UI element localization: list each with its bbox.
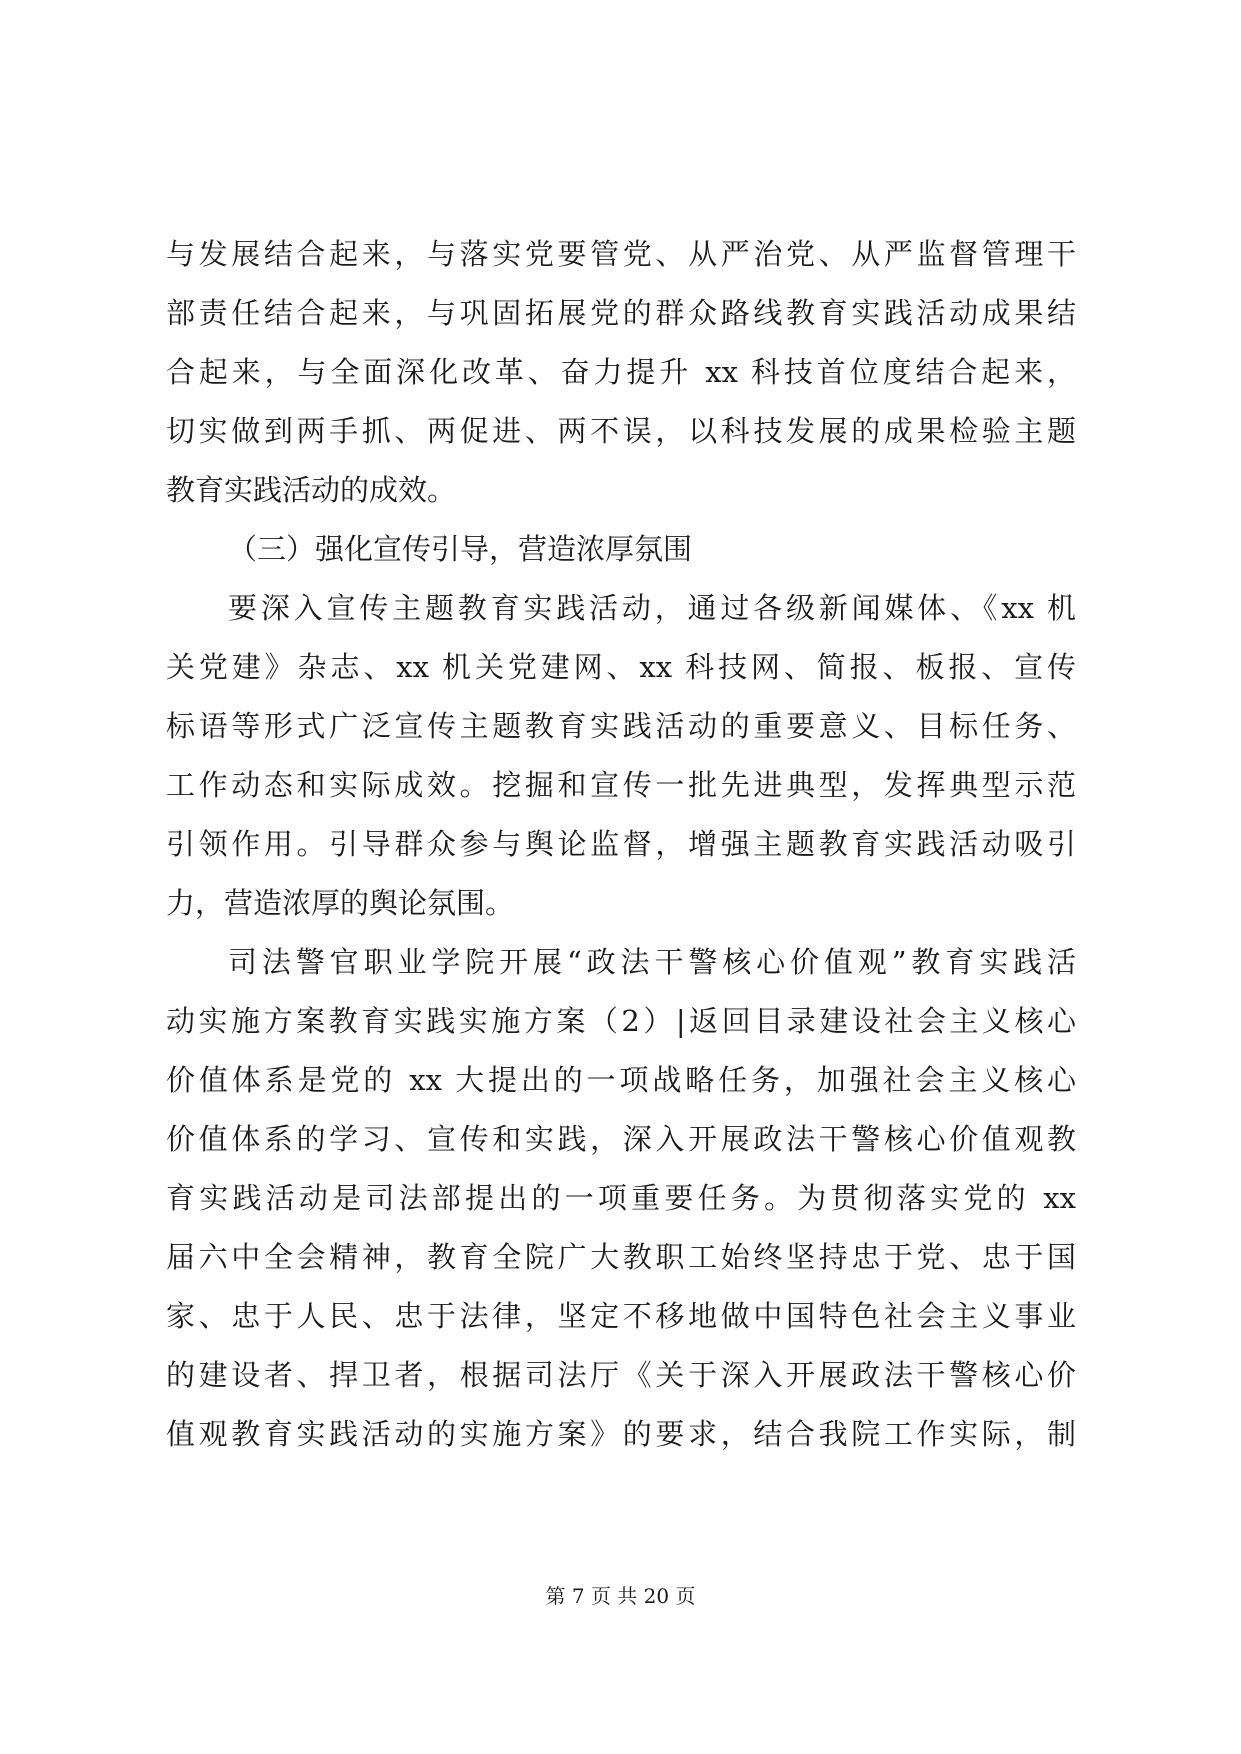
paragraph-line: 工作动态和实际成效。挖掘和宣传一批先进典型，发挥典型示范 — [166, 768, 1076, 802]
paragraph-line: 值观教育实践活动的实施方案》的要求，结合我院工作实际，制 — [166, 1417, 1076, 1451]
paragraph-line: 价值体系是党的 xx 大提出的一项战略任务，加强社会主义核心 — [166, 1063, 1076, 1097]
document-body — [166, 225, 1076, 1464]
paragraph-line: 价值体系的学习、宣传和实践，深入开展政法干警核心价值观教 — [166, 1122, 1076, 1156]
paragraph-line: 关党建》杂志、xx 机关党建网、xx 科技网、简报、板报、宣传 — [166, 650, 1076, 684]
paragraph-line: 育实践活动是司法部提出的一项重要任务。为贯彻落实党的 xx — [166, 1181, 1076, 1215]
paragraph-line: 切实做到两手抓、两促进、两不误，以科技发展的成果检验主题 — [166, 414, 1076, 448]
paragraph-line: 届六中全会精神，教育全院广大教职工始终坚持忠于党、忠于国 — [166, 1240, 1076, 1274]
paragraph-line: 司法警官职业学院开展“政法干警核心价值观”教育实践活 — [228, 945, 1076, 979]
paragraph-line: 引领作用。引导群众参与舆论监督，增强主题教育实践活动吸引 — [166, 827, 1076, 861]
paragraph-line: 的建设者、捍卫者，根据司法厅《关于深入开展政法干警核心价 — [166, 1358, 1076, 1392]
paragraph-line: 动实施方案教育实践实施方案（2）|返回目录建设社会主义核心 — [166, 1004, 1076, 1038]
paragraph-line: 要深入宣传主题教育实践活动，通过各级新闻媒体、《xx 机 — [228, 591, 1076, 625]
paragraph-line: 与发展结合起来，与落实党要管党、从严治党、从严监督管理干 — [166, 237, 1076, 271]
paragraph-line: 合起来，与全面深化改革、奋力提升 xx 科技首位度结合起来， — [166, 355, 1076, 389]
paragraph-line: 力，营造浓厚的舆论氛围。 — [166, 886, 515, 920]
paragraph-line: 教育实践活动的成效。 — [166, 473, 457, 507]
paragraph-line: 家、忠于人民、忠于法律，坚定不移地做中国特色社会主义事业 — [166, 1299, 1076, 1333]
section-heading: （三）强化宣传引导，营造浓厚氛围 — [228, 532, 693, 566]
paragraph-line: 标语等形式广泛宣传主题教育实践活动的重要意义、目标任务、 — [166, 709, 1076, 743]
paragraph-line: 部责任结合起来，与巩固拓展党的群众路线教育实践活动成果结 — [166, 296, 1076, 330]
page-number-footer: 第 7 页 共 20 页 — [545, 1584, 696, 1608]
